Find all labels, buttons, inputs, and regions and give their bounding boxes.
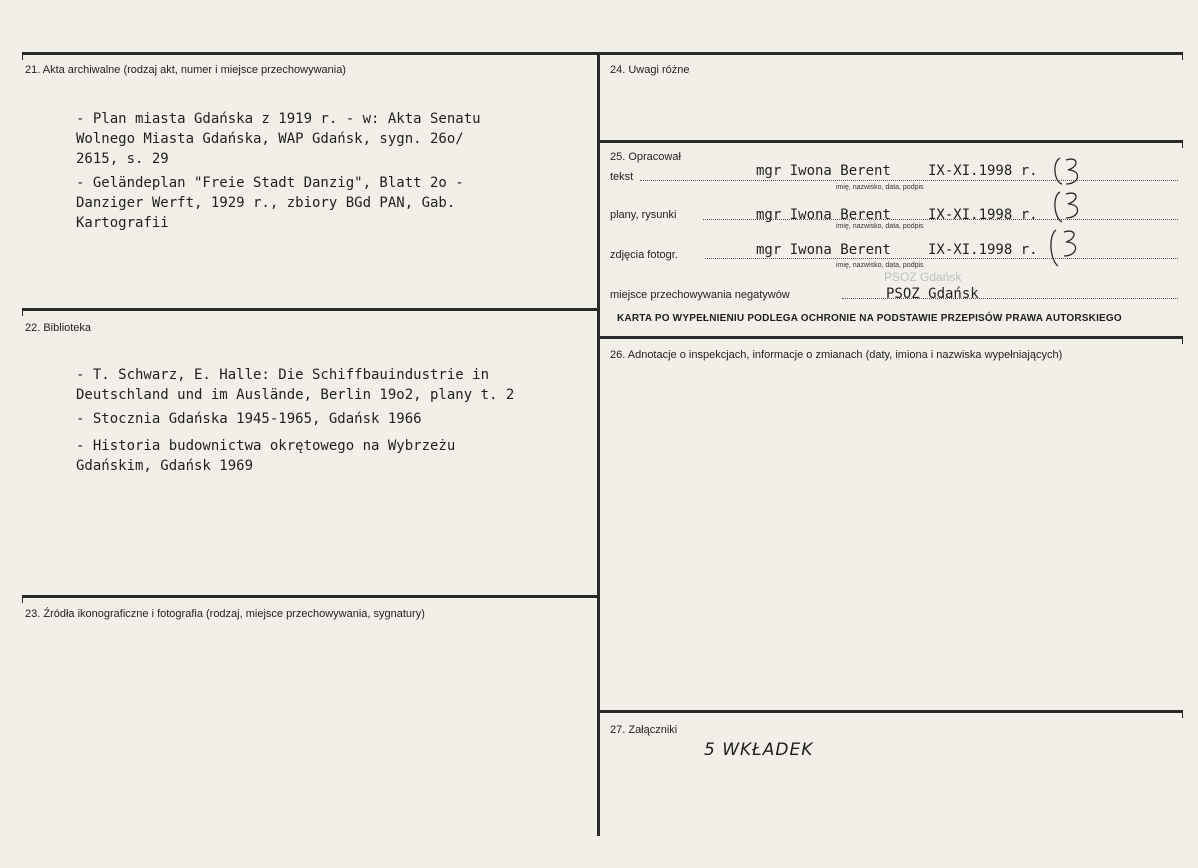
author-name: mgr Iwona Berent [756, 163, 891, 179]
edge-tick [1182, 55, 1183, 60]
section-26-label: 26. Adnotacje o inspekcjach, informacje o zmianach (daty, imiona i nazwiska wypełniających) [610, 349, 1063, 361]
edge-tick [22, 55, 23, 60]
field-caption: imię, nazwisko, data, podpis [836, 184, 924, 191]
edge-tick [22, 311, 23, 316]
archive-line: - Plan miasta Gdańska z 1919 r. - w: Akta Senatu [76, 111, 481, 127]
rule-21-22 [22, 308, 599, 311]
section-22-label: 22. Biblioteka [25, 322, 92, 334]
fill-line [640, 180, 1178, 181]
section-24-label: 24. Uwagi różne [610, 64, 690, 76]
author-date: IX-XI.1998 r. [928, 163, 1038, 179]
rule-25-26 [597, 336, 1183, 339]
section-23-label: 23. Źródła ikonograficzne i fotografia (rodzaj, miejsce przechowywania, sygnatury) [25, 608, 425, 620]
archive-line: Danziger Werft, 1929 r., zbiory BGd PAN, Gab. [76, 195, 456, 211]
copyright-notice: KARTA PO WYPEŁNIENIU PODLEGA OCHRONIE NA PODSTAWIE PRZEPISÓW PRAWA AUTORSKIEGO [617, 313, 1122, 324]
edge-tick [1182, 713, 1183, 718]
top-rule [22, 52, 1183, 55]
edge-tick [22, 598, 23, 603]
library-line: - Historia budownictwa okrętowego na Wybrzeżu [76, 438, 456, 454]
section-21-label: 21. Akta archiwalne (rodzaj akt, numer i miejsce przechowywania) [25, 64, 346, 76]
edge-tick [1182, 143, 1183, 148]
column-divider [597, 52, 600, 836]
author-date: IX-XI.1998 r. [928, 242, 1038, 258]
library-line: - Stocznia Gdańska 1945-1965, Gdańsk 1966 [76, 411, 422, 427]
row-label-zdjecia: zdjęcia fotogr. [610, 249, 678, 261]
signature [1046, 188, 1090, 226]
signature [1040, 226, 1088, 270]
author-name: mgr Iwona Berent [756, 207, 891, 223]
attachments-value: 5 WKŁADEK [704, 740, 814, 760]
archive-line: Wolnego Miasta Gdańska, WAP Gdańsk, sygn. 26o/ [76, 131, 464, 147]
signature [1046, 154, 1090, 190]
rule-22-23 [22, 595, 599, 598]
library-line: - T. Schwarz, E. Halle: Die Schiffbauindustrie in [76, 367, 490, 383]
edge-tick [1182, 339, 1183, 344]
field-caption: imię, nazwisko, data, podpis [836, 223, 924, 230]
field-caption: imię, nazwisko, data, podpis [836, 262, 924, 269]
section-25-label: 25. Opracował [610, 151, 681, 163]
author-name: mgr Iwona Berent [756, 242, 891, 258]
row-label-tekst: tekst [610, 171, 634, 183]
rule-24-25 [597, 140, 1183, 143]
negatives-location: PSOZ Gdańsk [886, 286, 979, 302]
rule-26-27 [597, 710, 1183, 713]
author-date: IX-XI.1998 r. [928, 207, 1038, 223]
archive-line: Kartografii [76, 215, 169, 231]
negatives-label: miejsce przechowywania negatywów [610, 289, 790, 301]
archive-line: 2615, s. 29 [76, 151, 169, 167]
row-label-plany: plany, rysunki [610, 209, 677, 221]
archive-line: - Geländeplan "Freie Stadt Danzig", Blatt 2o - [76, 175, 464, 191]
library-line: Deutschland und im Auslände, Berlin 19o2, plany t. 2 [76, 387, 515, 403]
faded-stamp: PSOZ Gdańsk [884, 270, 962, 284]
library-line: Gdańskim, Gdańsk 1969 [76, 458, 254, 474]
section-27-label: 27. Załączniki [610, 724, 678, 736]
